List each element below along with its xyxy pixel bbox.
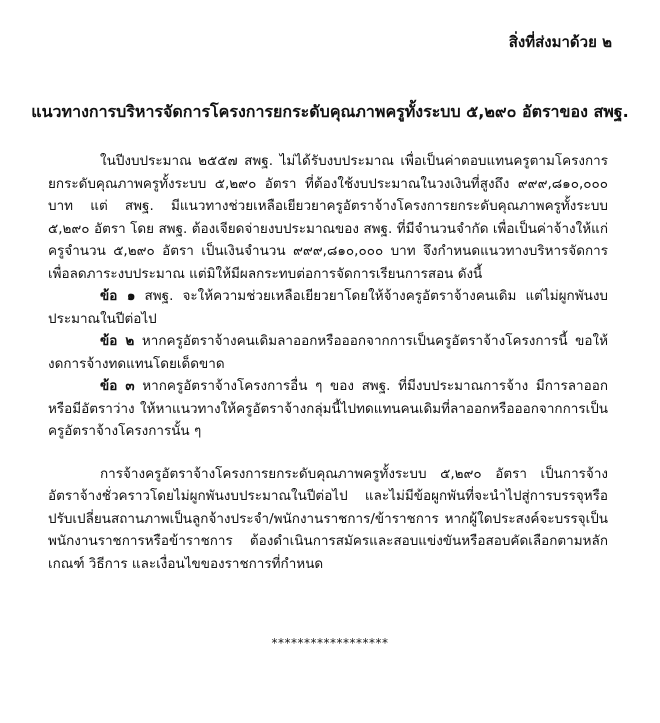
conclusion-paragraph: การจ้างครูอัตราจ้างโครงการยกระดับคุณภาพครูทั้งระบบ ๕,๒๙๐ อัตรา เป็นการจ้างอัตราจ้างชั่วคราวโดยไม่ผูกพันงบประมาณในปีต่อไป และไม่มีข้อผูกพันที่จะนำไปสู่การบรรจุหรือปรับเปลี่ยนสถานภาพเป็นลูกจ้างประจำ/พนักงานราชการ/ข้าราชการ หากผู้ใดประสงค์จะบรรจุเป็นพนักงานราชการหรือข้าราชการ ต้องดำเนินการสมัครและสอบแข่งขันหรือสอบคัดเลือกตามหลักเกณฑ์ วิธีการ และเงื่อนไขของราชการที่กำหนด xyxy=(48,465,608,572)
intro-paragraph: ในปีงบประมาณ ๒๕๕๗ สพฐ. ไม่ได้รับงบประมาณ เพื่อเป็นค่าตอบแทนครูตามโครงการยกระดับคุณภาพครูทั้งระบบ ๕,๒๙๐ อัตรา ที่ต้องใช้งบประมาณในวงเงินที่สูงถึง ๙๙๙,๘๑๐,๐๐๐ บาท แต่ สพฐ. มีแนวทางช่วยเหลือเยียวยาครูอัตราจ้างโครงการยกระดับคุณภาพครูทั้งระบบ ๕,๒๙๐ อัตรา โดย สพฐ. ต้องเจียดจ่ายงบประมาณของ สพฐ. ที่มีจำนวนจำกัด เพื่อเป็นค่าจ้างให้แก่ครูจำนวน ๕,๒๙๐ อัตรา เป็นเงินจำนวน ๙๙๙,๘๑๐,๐๐๐ บาท จึงกำหนดแนวทางบริหารจัดการ เพื่อลดภาระงบประมาณ แต่มิให้มีผลกระทบต่อการจัดการเรียนการสอน ดังนี้ xyxy=(48,153,608,282)
attachment-label: สิ่งที่ส่งมาด้วย ๒ xyxy=(508,33,612,51)
document-body xyxy=(48,150,608,575)
clause-3 xyxy=(48,375,608,443)
clause-1-head: ข้อ ๑ xyxy=(100,288,136,304)
clause-3-head: ข้อ ๓ xyxy=(100,378,135,394)
clause-1-text: สพฐ. จะให้ความช่วยเหลือเยียวยาโดยให้จ้างครูอัตราจ้างคนเดิม แต่ไม่ผูกพันงบประมาณในปีต่อไป xyxy=(48,288,608,327)
clause-2 xyxy=(48,330,608,375)
clause-2-head: ข้อ ๒ xyxy=(100,333,135,349)
clause-2-text: หากครูอัตราจ้างคนเดิมลาออกหรือออกจากการเป็นครูอัตราจ้างโครงการนี้ ขอให้งดการจ้างทดแทนโดยเด็ดขาด xyxy=(48,333,608,372)
clause-3-text: หากครูอัตราจ้างโครงการอื่น ๆ ของ สพฐ. ที่มีงบประมาณการจ้าง มีการลาออกหรือมีอัตราว่าง ให้หาแนวทางให้ครูอัตราจ้างกลุ่มนี้ไปทดแทนคนเดิมที่ลาออกหรือออกจากการเป็นครูอัตราจ้างโครงการนั้น ๆ xyxy=(48,378,609,439)
document-title: แนวทางการบริหารจัดการโครงการยกระดับคุณภาพครูทั้งระบบ ๕,๒๙๐ อัตราของ สพฐ. xyxy=(31,102,629,121)
end-marker: ****************** xyxy=(271,636,389,650)
clause-1 xyxy=(48,285,608,330)
